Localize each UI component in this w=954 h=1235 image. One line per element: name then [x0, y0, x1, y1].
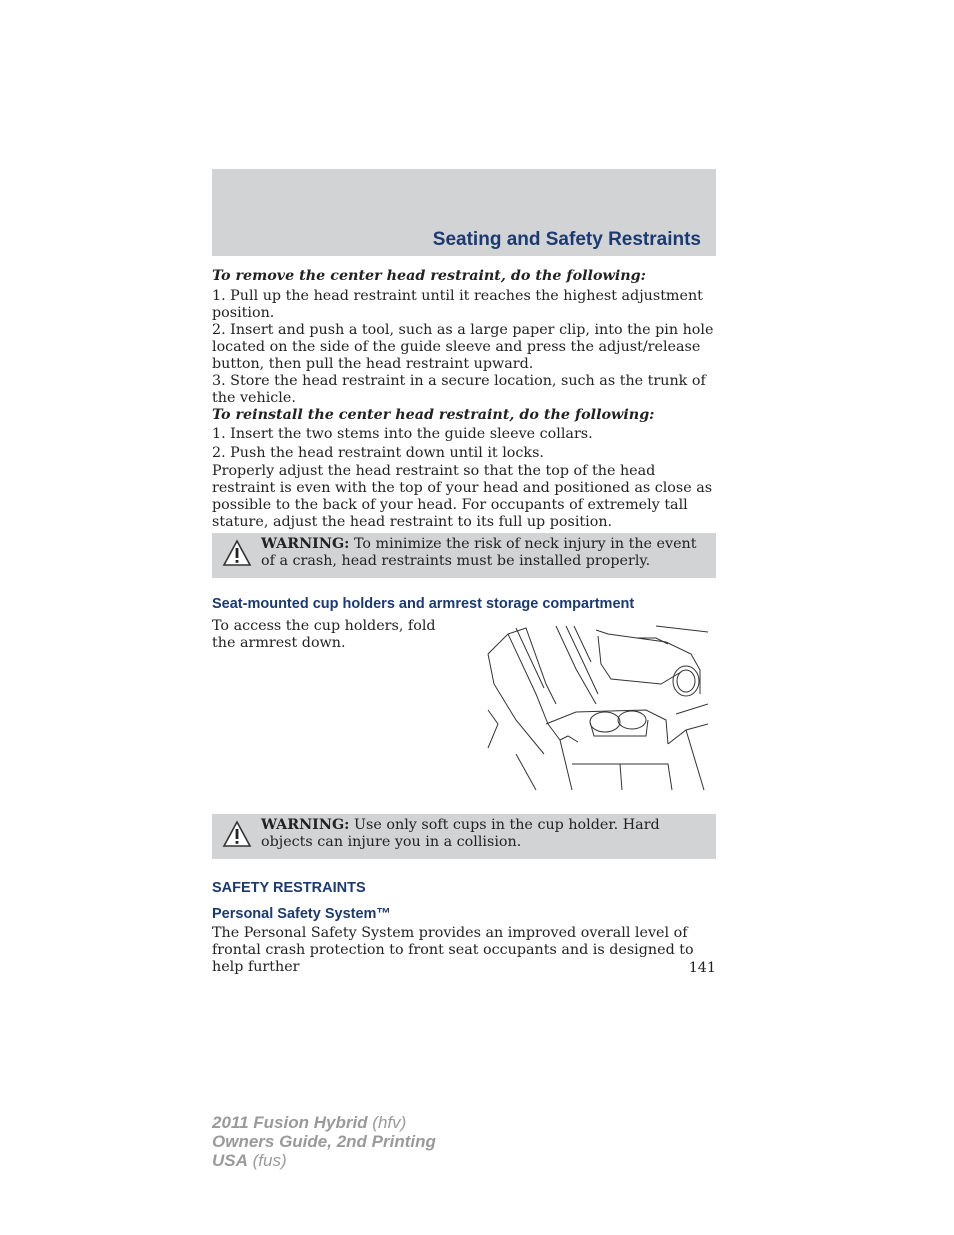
remove-step-3: 3. Store the head restraint in a secure location, such as the trunk of the vehicle. [212, 373, 706, 406]
remove-heading: To remove the center head restraint, do the following: [212, 268, 646, 284]
cup-holder-text: To access the cup holders, fold the armrest down. [212, 618, 436, 651]
footer-edition: Owners Guide, 2nd Printing [212, 1132, 436, 1151]
footer-model: 2011 Fusion Hybrid [212, 1113, 368, 1132]
section-title: Seating and Safety Restraints [432, 229, 701, 250]
footer-market-code: (fus) [247, 1151, 287, 1170]
personal-safety-system-text: The Personal Safety System provides an improved overall level of frontal crash protection to front seat occupants and is designed to help further [212, 925, 694, 975]
footer-model-code: (hfv) [367, 1113, 407, 1132]
footer-line-2 [212, 1132, 436, 1151]
footer-market: USA [212, 1151, 248, 1170]
reinstall-step-2: 2. Push the head restraint down until it locks. [212, 445, 544, 461]
warning-triangle-icon [222, 820, 252, 848]
document-footer [212, 1113, 436, 1170]
page-number: 141 [688, 960, 716, 976]
cup-holder-heading: Seat-mounted cup holders and armrest storage compartment [212, 596, 635, 612]
cup-holder-illustration [486, 624, 708, 792]
warning-text [261, 817, 710, 851]
safety-restraints-heading: SAFETY RESTRAINTS [212, 880, 366, 896]
warning-text [261, 536, 710, 570]
remove-step-1: 1. Pull up the head restraint until it reaches the highest adjustment position. [212, 288, 703, 321]
personal-safety-system-heading: Personal Safety System™ [212, 906, 391, 922]
warning-label: WARNING: [261, 536, 350, 552]
warning-triangle-icon [222, 539, 252, 567]
adjust-paragraph: Properly adjust the head restraint so that the top of the head restraint is even with the top of your head and positioned as close as possible to the back of your head. For occupants of extremely tall stature, adjust the head restraint to its full up position. [212, 463, 713, 530]
warning-label: WARNING: [261, 817, 350, 833]
reinstall-heading: To reinstall the center head restraint, do the following: [212, 407, 655, 423]
reinstall-step-1: 1. Insert the two stems into the guide sleeve collars. [212, 426, 593, 442]
warning-box-cup-holder [212, 814, 716, 859]
footer-line-3 [212, 1151, 436, 1170]
footer-line-1 [212, 1113, 436, 1132]
warning-message: To minimize the risk of neck injury in the event of a crash, head restraints must be installed properly. [261, 536, 697, 569]
section-header-band [212, 169, 716, 256]
warning-message: Use only soft cups in the cup holder. Hard objects can injure you in a collision. [261, 817, 660, 850]
warning-box-head-restraint [212, 533, 716, 578]
remove-step-2: 2. Insert and push a tool, such as a large paper clip, into the pin hole located on the side of the guide sleeve and press the adjust/release button, then pull the head restraint upward. [212, 322, 714, 372]
